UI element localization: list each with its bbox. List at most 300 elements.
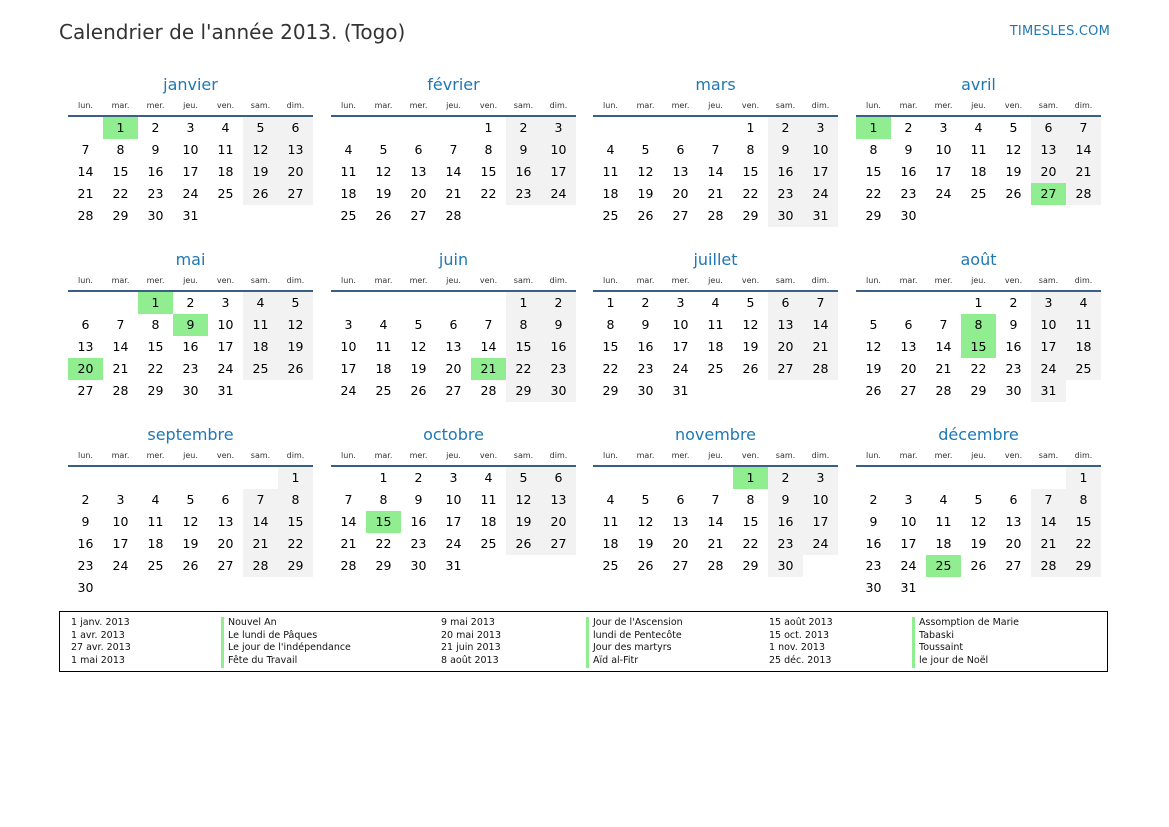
weekday-label: mer. <box>146 451 165 460</box>
weekday-header <box>856 99 1101 117</box>
weekday-label: mar. <box>374 276 393 285</box>
empty-cell <box>401 292 436 314</box>
weekday-label: dim. <box>1074 451 1093 460</box>
empty-cell <box>173 467 208 489</box>
month-name: février <box>427 75 480 94</box>
day-cell: 4 <box>379 317 388 332</box>
day-cell: 23 <box>1005 361 1022 376</box>
day-cell: 30 <box>768 205 803 227</box>
day-cell: 19 <box>375 186 392 201</box>
weekday-label: sam. <box>775 451 796 460</box>
day-cell: 29 <box>147 383 164 398</box>
weekday-label: mer. <box>934 451 953 460</box>
holiday-day-cell: 15 <box>961 336 996 358</box>
weekday-label: ven. <box>741 276 760 285</box>
day-cell: 22 <box>970 361 987 376</box>
day-cell: 7 <box>939 317 948 332</box>
day-cell: 18 <box>602 186 619 201</box>
weekday-label: lun. <box>603 101 618 110</box>
empty-cell <box>68 117 103 139</box>
day-cell: 16 <box>768 161 803 183</box>
day-cell: 23 <box>865 558 882 573</box>
day-cell: 2 <box>1009 295 1018 310</box>
legend-date: 15 oct. 2013 <box>769 629 830 641</box>
weekday-label: mar. <box>374 451 393 460</box>
day-cell: 18 <box>147 536 164 551</box>
day-cell: 17 <box>340 361 357 376</box>
day-cell: 3 <box>186 120 195 135</box>
day-grid <box>856 117 1101 227</box>
day-cell: 15 <box>112 164 129 179</box>
month-name: juin <box>438 250 469 269</box>
day-cell: 11 <box>147 514 164 529</box>
weekday-label: sam. <box>775 101 796 110</box>
day-cell: 3 <box>904 492 913 507</box>
day-cell: 24 <box>803 183 838 205</box>
day-cell: 24 <box>672 361 689 376</box>
empty-cell <box>103 292 138 314</box>
empty-cell <box>996 467 1031 489</box>
weekday-label: jeu. <box>708 451 723 460</box>
day-cell: 4 <box>484 470 493 485</box>
month-name: janvier <box>163 75 218 94</box>
weekday-label: mar. <box>899 276 918 285</box>
weekday-label: dim. <box>1074 276 1093 285</box>
weekday-label: dim. <box>286 451 305 460</box>
weekday-label: mer. <box>671 276 690 285</box>
day-cell: 10 <box>1031 314 1066 336</box>
day-cell: 27 <box>77 383 94 398</box>
day-cell: 8 <box>379 492 388 507</box>
day-cell: 26 <box>375 208 392 223</box>
weekday-label: mer. <box>409 276 428 285</box>
legend-holiday-name: Jour des martyrs <box>586 642 683 655</box>
empty-cell <box>103 467 138 489</box>
weekday-label: lun. <box>866 101 881 110</box>
day-cell: 21 <box>803 336 838 358</box>
day-cell: 7 <box>243 489 278 511</box>
day-cell: 17 <box>217 339 234 354</box>
weekday-label: jeu. <box>971 276 986 285</box>
day-cell: 3 <box>449 470 458 485</box>
legend-dates-col-2 <box>441 617 501 668</box>
empty-cell <box>436 292 471 314</box>
day-cell: 13 <box>900 339 917 354</box>
day-cell: 8 <box>506 314 541 336</box>
empty-cell <box>628 467 663 489</box>
weekday-header <box>593 99 838 117</box>
day-grid <box>856 467 1101 599</box>
day-cell: 18 <box>243 336 278 358</box>
legend-holiday-name: Tabaski <box>912 630 1019 643</box>
holiday-day-cell: 1 <box>138 292 173 314</box>
day-cell: 7 <box>711 492 720 507</box>
day-cell: 11 <box>480 492 497 507</box>
weekday-label: sam. <box>513 101 534 110</box>
weekday-label: mer. <box>934 276 953 285</box>
weekday-label: jeu. <box>446 276 461 285</box>
weekday-label: lun. <box>78 101 93 110</box>
weekday-label: mar. <box>111 276 130 285</box>
day-cell: 1 <box>746 120 755 135</box>
day-cell: 29 <box>865 208 882 223</box>
day-cell: 11 <box>935 514 952 529</box>
weekday-header <box>856 449 1101 467</box>
day-cell: 22 <box>865 186 882 201</box>
day-cell: 1 <box>506 292 541 314</box>
day-cell: 19 <box>637 536 654 551</box>
day-cell: 30 <box>768 555 803 577</box>
day-cell: 17 <box>112 536 129 551</box>
empty-cell <box>1031 467 1066 489</box>
day-cell: 2 <box>186 295 195 310</box>
day-cell: 20 <box>410 186 427 201</box>
day-cell: 15 <box>602 339 619 354</box>
empty-cell <box>891 467 926 489</box>
empty-cell <box>698 117 733 139</box>
day-cell: 23 <box>900 186 917 201</box>
legend-holiday-name: Aïd al-Fitr <box>586 655 683 668</box>
day-cell: 28 <box>707 208 724 223</box>
weekday-label: ven. <box>479 451 498 460</box>
day-cell: 12 <box>637 514 654 529</box>
holiday-legend <box>59 611 1108 672</box>
weekday-header <box>856 274 1101 292</box>
day-cell: 22 <box>1066 533 1101 555</box>
day-cell: 4 <box>221 120 230 135</box>
day-cell: 24 <box>935 186 952 201</box>
weekday-label: dim. <box>1074 101 1093 110</box>
day-cell: 16 <box>900 164 917 179</box>
month-block <box>856 74 1101 227</box>
weekday-label: mer. <box>934 101 953 110</box>
day-cell: 11 <box>602 164 619 179</box>
day-cell: 19 <box>637 186 654 201</box>
day-cell: 25 <box>217 186 234 201</box>
day-cell: 11 <box>707 317 724 332</box>
empty-cell <box>926 292 961 314</box>
day-cell: 17 <box>803 161 838 183</box>
day-cell: 20 <box>672 186 689 201</box>
holiday-day-cell: 25 <box>926 555 961 577</box>
day-cell: 26 <box>506 533 541 555</box>
day-cell: 16 <box>637 339 654 354</box>
day-cell: 16 <box>768 511 803 533</box>
day-cell: 2 <box>414 470 423 485</box>
day-cell: 22 <box>742 536 759 551</box>
day-cell: 20 <box>1005 536 1022 551</box>
legend-holiday-name: Le jour de l'indépendance <box>221 642 351 655</box>
empty-cell <box>68 467 103 489</box>
day-cell: 13 <box>410 164 427 179</box>
day-cell: 15 <box>742 514 759 529</box>
empty-cell <box>68 292 103 314</box>
day-cell: 28 <box>112 383 129 398</box>
weekday-label: lun. <box>866 276 881 285</box>
day-cell: 2 <box>81 492 90 507</box>
month-block <box>68 424 313 599</box>
day-cell: 2 <box>541 292 576 314</box>
day-cell: 14 <box>1066 139 1101 161</box>
empty-cell <box>856 467 891 489</box>
weekday-label: lun. <box>341 451 356 460</box>
day-cell: 21 <box>243 533 278 555</box>
day-cell: 22 <box>742 186 759 201</box>
month-block <box>331 74 576 227</box>
day-cell: 3 <box>1031 292 1066 314</box>
holiday-day-cell: 9 <box>173 314 208 336</box>
day-cell: 6 <box>676 492 685 507</box>
weekday-label: sam. <box>513 451 534 460</box>
day-cell: 14 <box>480 339 497 354</box>
weekday-label: ven. <box>216 451 235 460</box>
day-cell: 21 <box>340 536 357 551</box>
weekday-label: mer. <box>671 451 690 460</box>
day-cell: 9 <box>414 492 423 507</box>
weekday-label: ven. <box>216 101 235 110</box>
day-grid <box>593 292 838 402</box>
day-cell: 20 <box>768 336 803 358</box>
day-cell: 12 <box>410 339 427 354</box>
day-cell: 15 <box>480 164 497 179</box>
day-cell: 9 <box>768 139 803 161</box>
weekday-header <box>331 99 576 117</box>
day-cell: 3 <box>803 467 838 489</box>
holiday-day-cell: 27 <box>1031 183 1066 205</box>
day-cell: 21 <box>112 361 129 376</box>
weekday-label: lun. <box>866 451 881 460</box>
legend-holiday-name: lundi de Pentecôte <box>586 630 683 643</box>
day-cell: 2 <box>151 120 160 135</box>
day-cell: 9 <box>151 142 160 157</box>
empty-cell <box>891 292 926 314</box>
day-cell: 14 <box>707 514 724 529</box>
day-cell: 28 <box>77 208 94 223</box>
day-cell: 12 <box>637 164 654 179</box>
day-cell: 14 <box>707 164 724 179</box>
day-cell: 24 <box>112 558 129 573</box>
weekday-label: jeu. <box>708 101 723 110</box>
day-cell: 6 <box>449 317 458 332</box>
day-cell: 1 <box>379 470 388 485</box>
day-grid <box>331 292 576 402</box>
day-cell: 10 <box>672 317 689 332</box>
day-cell: 9 <box>869 514 878 529</box>
day-cell: 23 <box>541 358 576 380</box>
empty-cell <box>331 467 366 489</box>
legend-date: 25 déc. 2013 <box>769 655 832 667</box>
day-cell: 22 <box>147 361 164 376</box>
day-cell: 30 <box>147 208 164 223</box>
day-cell: 12 <box>375 164 392 179</box>
day-grid <box>331 467 576 577</box>
weekday-label: ven. <box>741 451 760 460</box>
day-cell: 8 <box>746 492 755 507</box>
day-cell: 21 <box>935 361 952 376</box>
day-cell: 7 <box>1066 117 1101 139</box>
day-grid <box>593 467 838 577</box>
weekday-label: sam. <box>1038 276 1059 285</box>
day-cell: 25 <box>375 383 392 398</box>
day-cell: 28 <box>803 358 838 380</box>
day-cell: 7 <box>344 492 353 507</box>
day-cell: 13 <box>541 489 576 511</box>
day-cell: 15 <box>278 511 313 533</box>
day-cell: 14 <box>243 511 278 533</box>
day-cell: 4 <box>974 120 983 135</box>
day-cell: 13 <box>445 339 462 354</box>
day-cell: 18 <box>375 361 392 376</box>
legend-date: 8 août 2013 <box>441 655 499 667</box>
day-cell: 7 <box>81 142 90 157</box>
day-cell: 1 <box>974 295 983 310</box>
empty-cell <box>593 467 628 489</box>
day-cell: 4 <box>606 492 615 507</box>
month-block <box>856 249 1101 402</box>
weekday-label: mer. <box>146 276 165 285</box>
day-cell: 13 <box>672 514 689 529</box>
weekday-label: lun. <box>78 451 93 460</box>
day-cell: 24 <box>541 183 576 205</box>
day-cell: 28 <box>445 208 462 223</box>
holiday-day-cell: 15 <box>366 511 401 533</box>
day-cell: 27 <box>445 383 462 398</box>
day-grid <box>68 467 313 599</box>
day-cell: 30 <box>637 383 654 398</box>
legend-date: 1 janv. 2013 <box>71 617 130 628</box>
day-cell: 8 <box>278 489 313 511</box>
weekday-label: lun. <box>341 276 356 285</box>
holiday-day-cell: 1 <box>103 117 138 139</box>
day-cell: 29 <box>742 208 759 223</box>
empty-cell <box>628 117 663 139</box>
legend-date: 1 nov. 2013 <box>769 642 825 654</box>
day-cell: 15 <box>865 164 882 179</box>
day-cell: 6 <box>1009 492 1018 507</box>
month-name: octobre <box>423 425 484 444</box>
weekday-label: sam. <box>250 276 271 285</box>
holiday-day-cell: 8 <box>961 314 996 336</box>
day-grid <box>68 292 313 402</box>
day-cell: 23 <box>147 186 164 201</box>
day-cell: 4 <box>711 295 720 310</box>
weekday-label: sam. <box>250 451 271 460</box>
day-cell: 8 <box>869 142 878 157</box>
day-cell: 23 <box>637 361 654 376</box>
day-cell: 18 <box>970 164 987 179</box>
day-cell: 9 <box>1009 317 1018 332</box>
day-cell: 2 <box>768 117 803 139</box>
weekday-label: sam. <box>250 101 271 110</box>
day-cell: 19 <box>1005 164 1022 179</box>
day-cell: 10 <box>900 514 917 529</box>
day-cell: 23 <box>410 536 427 551</box>
day-cell: 12 <box>182 514 199 529</box>
day-cell: 20 <box>900 361 917 376</box>
day-cell: 6 <box>81 317 90 332</box>
day-grid <box>593 117 838 227</box>
day-cell: 22 <box>375 536 392 551</box>
weekday-label: jeu. <box>971 451 986 460</box>
weekday-label: ven. <box>479 276 498 285</box>
day-cell: 26 <box>243 183 278 205</box>
day-cell: 23 <box>506 183 541 205</box>
day-cell: 28 <box>1066 183 1101 205</box>
empty-cell <box>593 117 628 139</box>
weekday-header <box>593 274 838 292</box>
day-cell: 4 <box>151 492 160 507</box>
day-cell: 19 <box>865 361 882 376</box>
day-cell: 20 <box>672 536 689 551</box>
day-cell: 10 <box>445 492 462 507</box>
legend-names-col-1 <box>221 617 351 668</box>
day-cell: 13 <box>768 314 803 336</box>
day-cell: 26 <box>182 558 199 573</box>
month-block <box>593 424 838 577</box>
day-cell: 29 <box>970 383 987 398</box>
day-cell: 31 <box>182 208 199 223</box>
weekday-label: mar. <box>374 101 393 110</box>
empty-cell <box>663 117 698 139</box>
day-cell: 17 <box>541 161 576 183</box>
legend-date: 15 août 2013 <box>769 617 833 628</box>
day-cell: 8 <box>1066 489 1101 511</box>
day-cell: 18 <box>340 186 357 201</box>
weekday-label: jeu. <box>446 101 461 110</box>
day-cell: 5 <box>641 142 650 157</box>
day-cell: 15 <box>147 339 164 354</box>
day-cell: 14 <box>445 164 462 179</box>
day-cell: 30 <box>900 208 917 223</box>
day-cell: 7 <box>1031 489 1066 511</box>
empty-cell <box>471 292 506 314</box>
day-cell: 27 <box>672 558 689 573</box>
day-cell: 30 <box>182 383 199 398</box>
day-cell: 8 <box>116 142 125 157</box>
day-cell: 27 <box>217 558 234 573</box>
weekday-label: ven. <box>1004 276 1023 285</box>
day-cell: 6 <box>541 467 576 489</box>
day-cell: 1 <box>278 467 313 489</box>
legend-dates-col-1 <box>71 617 131 668</box>
day-cell: 31 <box>217 383 234 398</box>
day-cell: 29 <box>278 555 313 577</box>
day-cell: 3 <box>116 492 125 507</box>
day-cell: 24 <box>1031 358 1066 380</box>
month-block <box>856 424 1101 599</box>
day-cell: 10 <box>112 514 129 529</box>
weekday-label: mar. <box>636 451 655 460</box>
day-cell: 25 <box>147 558 164 573</box>
day-cell: 29 <box>742 558 759 573</box>
day-cell: 2 <box>904 120 913 135</box>
legend-holiday-name: Jour de l'Ascension <box>586 617 683 630</box>
day-cell: 17 <box>445 514 462 529</box>
legend-holiday-name: Fête du Travail <box>221 655 351 668</box>
day-grid <box>856 292 1101 402</box>
brand-link[interactable]: TIMESLES.COM <box>1009 24 1110 39</box>
day-cell: 17 <box>900 536 917 551</box>
day-cell: 26 <box>1005 186 1022 201</box>
legend-holiday-name: Toussaint <box>912 642 1019 655</box>
weekday-label: mer. <box>146 101 165 110</box>
day-cell: 27 <box>768 358 803 380</box>
day-cell: 9 <box>541 314 576 336</box>
day-cell: 2 <box>768 467 803 489</box>
day-cell: 7 <box>449 142 458 157</box>
day-cell: 5 <box>414 317 423 332</box>
day-cell: 29 <box>112 208 129 223</box>
